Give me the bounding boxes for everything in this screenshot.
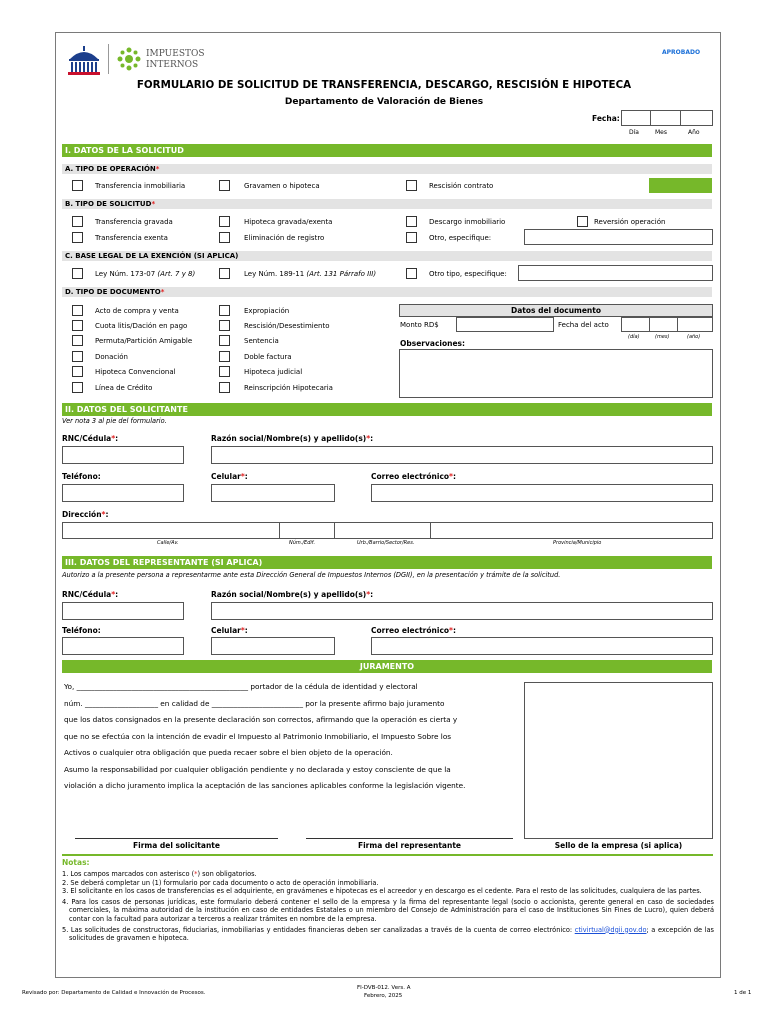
label-otro-solicitud: Otro, especifique: xyxy=(429,234,492,242)
caption-provincia: Provincia/Municipio xyxy=(553,540,602,546)
checkbox-reinscripcion-hipotecaria[interactable] xyxy=(219,382,230,393)
date-month-field[interactable] xyxy=(650,110,681,126)
label-gravamen-hipoteca: Gravamen o hipoteca xyxy=(244,182,320,190)
oath-text xyxy=(64,679,514,795)
otro-tipo-input[interactable] xyxy=(518,265,713,281)
org-name-line2: INTERNOS xyxy=(146,60,199,70)
checkbox-cuota-litis[interactable] xyxy=(72,320,83,331)
s3-rnc-input[interactable] xyxy=(62,602,184,620)
label-transferencia-inmobiliaria: Transferencia inmobiliaria xyxy=(95,182,186,190)
s2-rnc-input[interactable] xyxy=(62,446,184,464)
checkbox-ley-189-11[interactable] xyxy=(219,268,230,279)
fecha-acto-year-caption: (año) xyxy=(687,334,701,340)
checkbox-otro-tipo[interactable] xyxy=(406,268,417,279)
checkbox-eliminacion-registro[interactable] xyxy=(219,232,230,243)
label-ley-189-11: Ley Núm. 189-11 (Art. 131 Párrafo III) xyxy=(244,270,377,278)
sig-label-applicant: Firma del solicitante xyxy=(133,841,220,850)
label-sentencia: Sentencia xyxy=(244,337,279,345)
observaciones-label: Observaciones: xyxy=(400,339,466,348)
subsection-b-header: B. TIPO DE SOLICITUD* xyxy=(62,199,712,209)
s3-correo-label: Correo electrónico*: xyxy=(371,626,456,635)
approved-label: APROBADO xyxy=(662,49,701,56)
direccion-divider-1 xyxy=(279,522,280,539)
checkbox-ley-173-07[interactable] xyxy=(72,268,83,279)
direccion-divider-2 xyxy=(334,522,335,539)
label-donacion: Donación xyxy=(95,353,128,361)
fecha-acto-label: Fecha del acto xyxy=(558,321,609,329)
green-marker-box xyxy=(649,178,712,193)
oath-line-4: que no se efectúa con la intención de evadir el Impuesto al Patrimonio Inmobiliario, el Impuesto Sobre los xyxy=(64,731,452,741)
label-cuota-litis: Cuota litis/Dación en pago xyxy=(95,322,188,330)
date-day-caption: Día xyxy=(629,129,639,136)
note-3: 3. El solicitante en los casos de transferencias es el adquiriente, en gravámenes e hipotecas es el acreedor y en descargo es el cedente. Para el resto de las solicitudes, cualquiera de las partes. xyxy=(62,887,702,896)
label-otro-tipo: Otro tipo, especifique: xyxy=(429,270,507,278)
checkbox-hipoteca-convencional[interactable] xyxy=(72,366,83,377)
label-rescision-desestimiento: Rescisión/Desestimiento xyxy=(244,322,330,330)
direccion-divider-3 xyxy=(430,522,431,539)
label-transferencia-exenta: Transferencia exenta xyxy=(95,234,168,242)
s3-telefono-label: Teléfono: xyxy=(62,626,101,635)
footer-date: Febrero, 2025 xyxy=(364,993,403,999)
caption-numero: Núm./Edif. xyxy=(289,540,316,546)
monto-input[interactable] xyxy=(456,317,554,332)
subsection-d-header: D. TIPO DE DOCUMENTO* xyxy=(62,287,712,297)
checkbox-expropiacion[interactable] xyxy=(219,305,230,316)
note-2: 2. Se deberá completar un (1) formulario por cada documento o acto de operación inmobiliaria. xyxy=(62,878,379,887)
section-2-note: Ver nota 3 al pie del formulario. xyxy=(62,417,167,425)
s2-correo-input[interactable] xyxy=(371,484,713,502)
s2-razon-input[interactable] xyxy=(211,446,713,464)
caption-urbanizacion: Urb./Barrio/Sector/Res. xyxy=(357,540,415,546)
checkbox-permuta[interactable] xyxy=(72,335,83,346)
s3-razon-label: Razón social/Nombre(s) y apellido(s)*: xyxy=(211,590,374,599)
date-month-caption: Mes xyxy=(655,129,667,136)
form-title: FORMULARIO DE SOLICITUD DE TRANSFERENCIA, DESCARGO, RESCISIÓN E HIPOTECA xyxy=(136,79,632,91)
oath-header: JURAMENTO xyxy=(62,660,712,673)
org-name-line1: IMPUESTOS xyxy=(146,49,205,59)
label-transferencia-gravada: Transferencia gravada xyxy=(95,218,173,226)
checkbox-otro-solicitud[interactable] xyxy=(406,232,417,243)
s3-celular-label: Celular*: xyxy=(211,626,248,635)
label-expropiacion: Expropiación xyxy=(244,307,290,315)
s2-razon-label: Razón social/Nombre(s) y apellido(s)*: xyxy=(211,434,374,443)
s3-razon-input[interactable] xyxy=(211,602,713,620)
date-day-field[interactable] xyxy=(621,110,651,126)
sig-label-seal: Sello de la empresa (si aplica) xyxy=(554,841,683,850)
observaciones-textarea[interactable] xyxy=(399,349,713,398)
notes-list xyxy=(62,867,714,943)
label-reinscripcion-hipotecaria: Reinscripción Hipotecaria xyxy=(244,384,333,392)
fecha-acto-year[interactable] xyxy=(677,317,713,332)
label-eliminacion-registro: Eliminación de registro xyxy=(244,234,325,242)
s3-correo-input[interactable] xyxy=(371,637,713,655)
footer-page: 1 de 1 xyxy=(734,990,752,996)
checkbox-rescision-contrato[interactable] xyxy=(406,180,417,191)
s3-rnc-label: RNC/Cédula*: xyxy=(62,590,119,599)
checkbox-gravamen-hipoteca[interactable] xyxy=(219,180,230,191)
signature-line-representative[interactable] xyxy=(306,838,513,839)
email-link[interactable]: ctivirtual@dgii.gov.do xyxy=(574,925,647,934)
monto-label: Monto RD$ xyxy=(400,321,439,329)
impuestos-sun-icon xyxy=(116,46,142,72)
notes-divider xyxy=(62,854,713,856)
label-hipoteca-judicial: Hipoteca judicial xyxy=(244,368,303,376)
doc-data-header: Datos del documento xyxy=(399,304,713,317)
fecha-acto-day[interactable] xyxy=(621,317,650,332)
otro-solicitud-input[interactable] xyxy=(524,229,713,245)
note-4: 4. Para los casos de personas jurídicas, este formulario deberá contener el sello de la empresa y la firma del representante legal (socio o accionista, gerente general en caso de sociedades comerciales, la máxima autoridad de la institución en caso de entidades Estatales o un miembro del Consejo de Administración para el caso de Instituciones Sin Fines de Lucro), quien deberá contar con la facultad para autorizar a terceros a realizar trámites en nombre de la empresa. xyxy=(62,897,714,923)
footer-form-code: FI-DVB-012. Vers. A xyxy=(357,985,411,991)
date-year-caption: Año xyxy=(688,129,700,136)
label-doble-factura: Doble factura xyxy=(244,353,292,361)
fecha-acto-month[interactable] xyxy=(649,317,678,332)
label-rescision-contrato: Rescisión contrato xyxy=(429,182,494,190)
s2-direccion-label: Dirección*: xyxy=(62,510,109,519)
checkbox-descargo-inmobiliario[interactable] xyxy=(406,216,417,227)
company-seal-box[interactable] xyxy=(524,682,713,839)
s2-celular-input[interactable] xyxy=(211,484,335,502)
oath-line-7: violación a dicho juramento implica la aceptación de las sanciones aplicables conforme la legislación vigente. xyxy=(64,781,466,790)
footer-reviewed: Revisado por: Departamento de Calidad e Innovación de Procesos. xyxy=(22,990,206,996)
s2-telefono-label: Teléfono: xyxy=(62,472,101,481)
section-2-header: II. DATOS DEL SOLICITANTE xyxy=(62,403,712,416)
checkbox-transferencia-inmobiliaria[interactable] xyxy=(72,180,83,191)
checkbox-doble-factura[interactable] xyxy=(219,351,230,362)
s2-rnc-label: RNC/Cédula*: xyxy=(62,434,119,443)
label-linea-credito: Línea de Crédito xyxy=(95,384,153,392)
section-3-note: Autorizo a la presente persona a representarme ante esta Dirección General de Impuestos Internos (DGII), en la presentación y trámite de la solicitud. xyxy=(62,571,561,579)
checkbox-linea-credito[interactable] xyxy=(72,382,83,393)
date-year-field[interactable] xyxy=(680,110,713,126)
note-5: 5. Las solicitudes de constructoras, fiduciarias, inmobiliarias y entidades financieras deben ser canalizadas a través de la cuenta de correo electrónico: ctivirtual@dgii.gov.do; a excepción de las solicitudes de gravamen e hipoteca. xyxy=(62,925,714,943)
s3-celular-input[interactable] xyxy=(211,637,335,655)
checkbox-rescision-desestimiento[interactable] xyxy=(219,320,230,331)
checkbox-transferencia-exenta[interactable] xyxy=(72,232,83,243)
fecha-acto-month-caption: (mes) xyxy=(655,334,670,340)
header-divider xyxy=(108,44,109,74)
fecha-acto-day-caption: (día) xyxy=(628,334,640,340)
s2-telefono-input[interactable] xyxy=(62,484,184,502)
checkbox-compra-venta[interactable] xyxy=(72,305,83,316)
oath-line-6: Asumo la responsabilidad por cualquier obligación pendiente y no declarada y estoy consciente de que la xyxy=(64,764,451,774)
s2-direccion-input[interactable] xyxy=(62,522,713,539)
caption-calle: Calle/Av. xyxy=(157,540,179,546)
subsection-c-header: C. BASE LEGAL DE LA EXENCIÓN (SI APLICA) xyxy=(62,251,712,261)
section-3-header: III. DATOS DEL REPRESENTANTE (SI APLICA) xyxy=(62,556,712,569)
checkbox-reversion-operacion[interactable] xyxy=(577,216,588,227)
subsection-a-header: A. TIPO DE OPERACIÓN* xyxy=(62,164,712,174)
label-reversion-operacion: Reversión operación xyxy=(594,218,666,226)
date-label: Fecha: xyxy=(592,114,620,123)
oath-line-1: Yo, _______________________________________________ portador de la cédula de identidad y electoral xyxy=(64,682,418,691)
oath-line-5: Activos o cualquier otra obligación que pueda recaer sobre el bien objeto de la operación. xyxy=(64,748,393,757)
checkbox-transferencia-gravada[interactable] xyxy=(72,216,83,227)
notes-title: Notas: xyxy=(62,858,90,867)
signature-line-applicant[interactable] xyxy=(75,838,278,839)
s2-correo-label: Correo electrónico*: xyxy=(371,472,456,481)
checkbox-hipoteca-gravada-exenta[interactable] xyxy=(219,216,230,227)
dgii-building-logo xyxy=(66,45,102,77)
label-hipoteca-gravada-exenta: Hipoteca gravada/exenta xyxy=(244,218,333,226)
label-permuta: Permuta/Partición Amigable xyxy=(95,337,193,345)
form-subtitle: Departamento de Valoración de Bienes xyxy=(284,97,484,107)
label-compra-venta: Acto de compra y venta xyxy=(95,307,179,315)
label-descargo-inmobiliario: Descargo inmobiliario xyxy=(429,218,506,226)
s3-telefono-input[interactable] xyxy=(62,637,184,655)
note-1: 1. Los campos marcados con asterisco (*) son obligatorios. xyxy=(62,870,257,878)
label-hipoteca-convencional: Hipoteca Convencional xyxy=(95,368,176,376)
label-ley-173-07: Ley Núm. 173-07 (Art. 7 y 8) xyxy=(95,270,196,278)
section-1-header: I. DATOS DE LA SOLICITUD xyxy=(62,144,712,157)
checkbox-sentencia[interactable] xyxy=(219,335,230,346)
oath-line-2: núm. ____________________ en calidad de _________________________ por la presente afirmo bajo juramento xyxy=(64,698,445,708)
checkbox-hipoteca-judicial[interactable] xyxy=(219,366,230,377)
checkbox-donacion[interactable] xyxy=(72,351,83,362)
s2-celular-label: Celular*: xyxy=(211,472,248,481)
sig-label-representative: Firma del representante xyxy=(357,841,461,850)
oath-line-3: que los datos consignados en la presente declaración son correctos, afirmando que la operación es cierta y xyxy=(64,715,458,724)
